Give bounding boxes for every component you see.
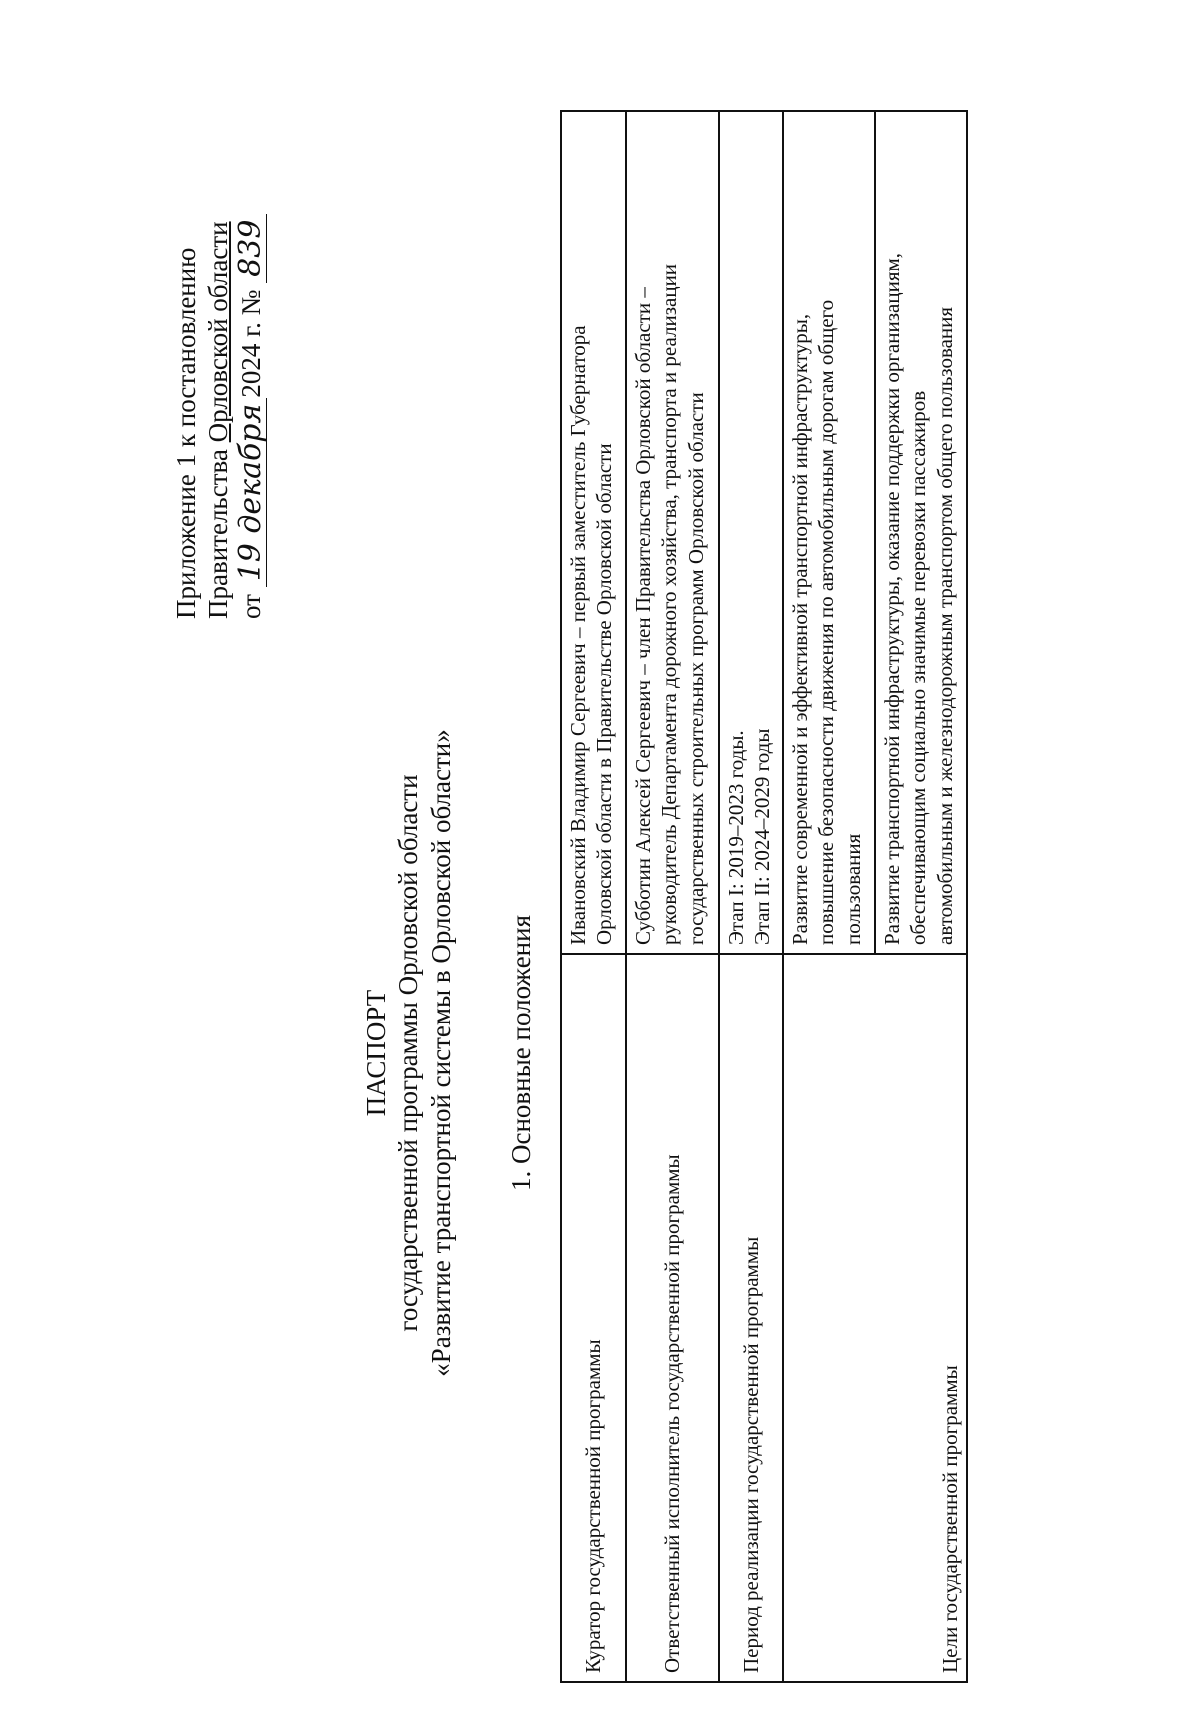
approval-line-2: Правительства Орловской области: [203, 221, 234, 619]
table-row: [783, 111, 875, 1682]
row-value: Этап I: 2019–2023 годы. Этап II: 2024–2029 годы: [719, 111, 783, 954]
title-line-2: государственной программы Орловской области: [393, 774, 424, 1332]
table-row: [719, 111, 783, 1682]
row-key: Период реализации государственной программы: [719, 954, 783, 1682]
passport-table: [560, 110, 968, 1683]
approval-line-1: Приложение 1 к постановлению: [171, 247, 201, 619]
title-line-1: ПАСПОРТ: [361, 989, 391, 1117]
section-heading: 1. Основные положения: [506, 915, 536, 1191]
approval-authority: Орловской области: [203, 221, 234, 443]
table-row: [626, 111, 719, 1682]
table-row: [561, 111, 626, 1682]
row-value: Развитие современной и эффективной транспортной инфраструктуры, повышение безопасности движения по автомобильным дорогам общего пользования: [783, 111, 875, 954]
row-key: Цели государственной программы: [783, 954, 967, 1682]
handwritten-date: 19 декабря: [236, 398, 267, 588]
approval-year: 2024 г. №: [235, 289, 266, 398]
row-key: Ответственный исполнитель государственной программы: [626, 954, 719, 1682]
approval-line-3: от 19 декабря2024 г. № 839: [235, 99, 267, 619]
title-line-3: «Развитие транспортной системы в Орловской области»: [425, 729, 456, 1377]
row-key: Куратор государственной программы: [561, 954, 626, 1682]
row-value: Субботин Алексей Сергеевич – член Правительства Орловской области – руководитель Департамента дорожного хозяйства, транспорта и реализации государственных строительных программ Орловской области: [626, 111, 719, 954]
handwritten-number: 839: [236, 214, 267, 283]
document-title: [360, 553, 457, 1553]
approval-block: [170, 99, 267, 619]
row-value: Развитие транспортной инфраструктуры, оказание поддержки организациям, обеспечивающим социально значимые перевозки пассажиров автомобильным и железнодорожным транспортом общего пользования: [875, 111, 967, 954]
row-value: Ивановский Владимир Сергеевич – первый заместитель Губернатора Орловской области в Правительстве Орловской области: [561, 111, 626, 954]
